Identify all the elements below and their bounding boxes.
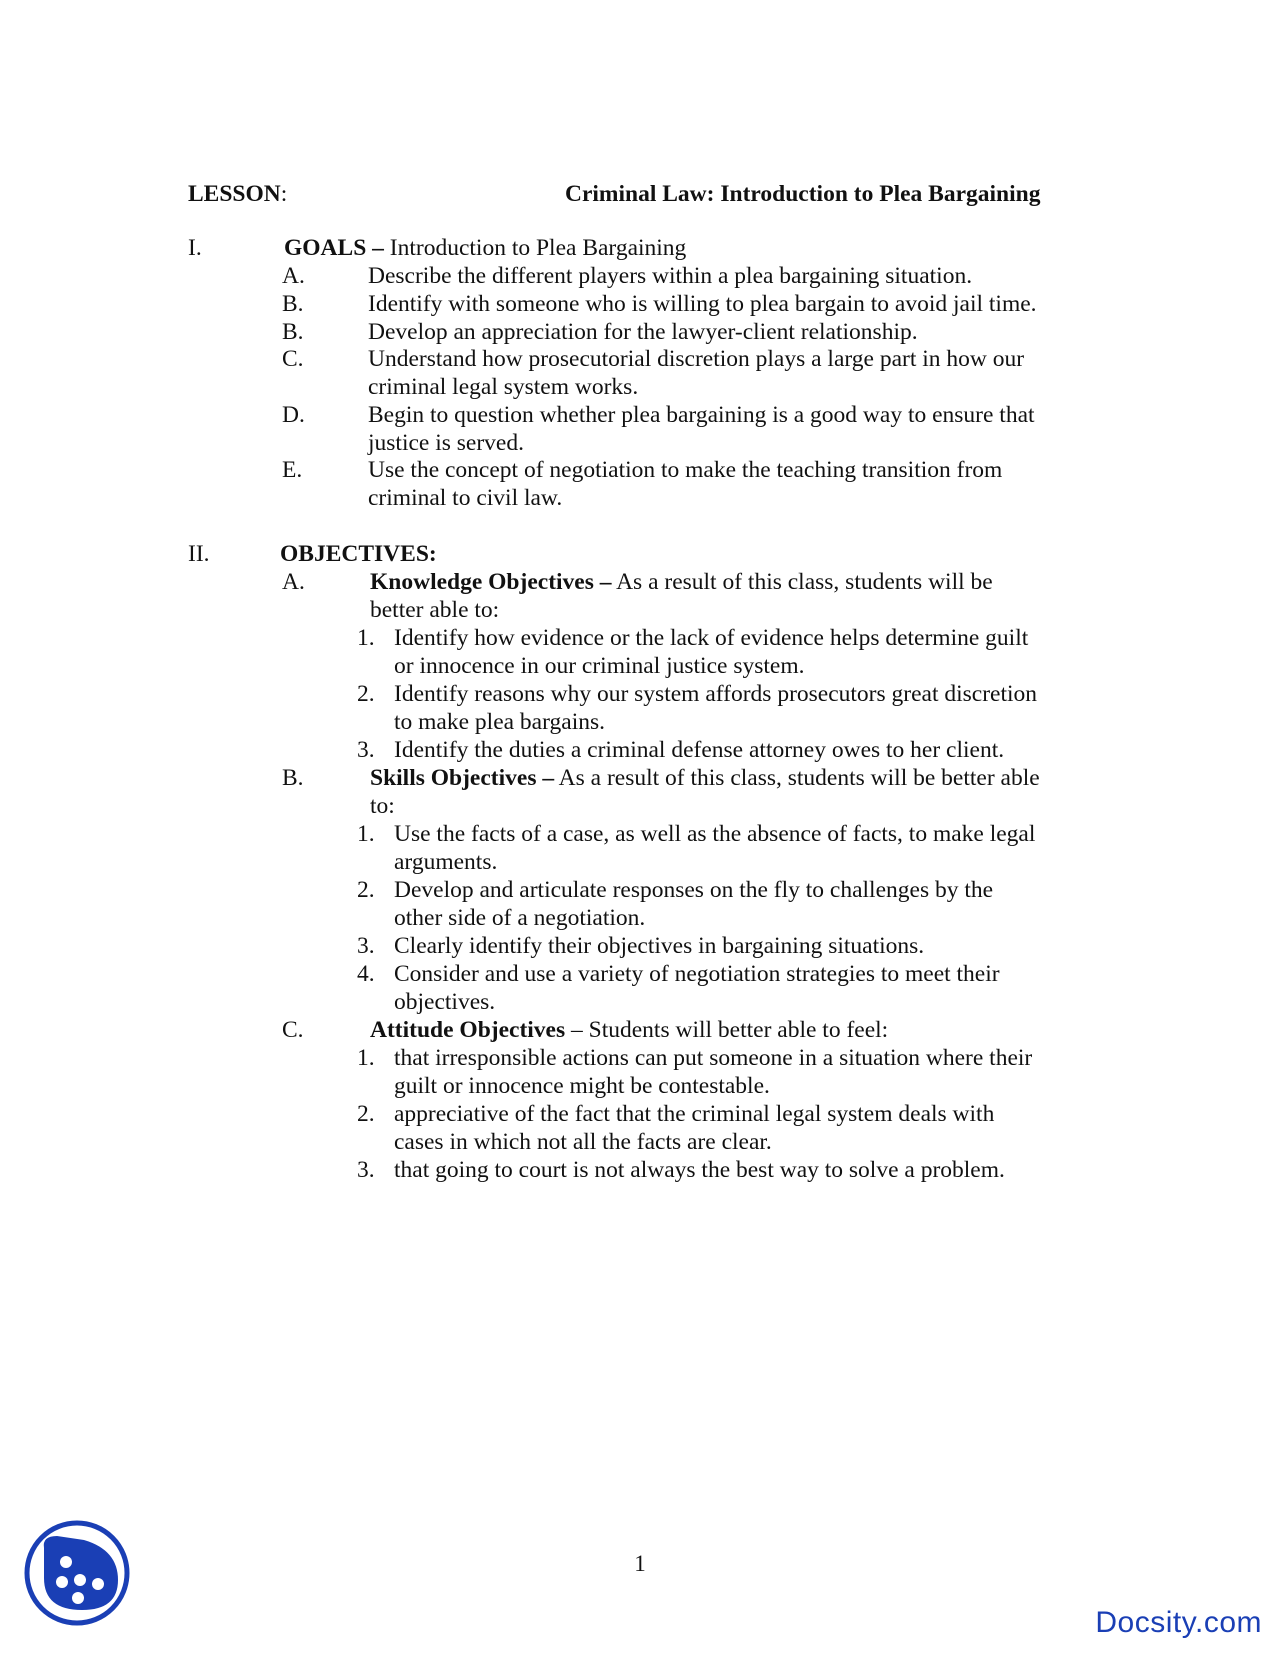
goals-item-text: criminal legal system works.: [368, 374, 639, 400]
objectives-heading: OBJECTIVES:: [280, 541, 437, 567]
list-item: to make plea bargains.: [394, 709, 605, 735]
list-number: 2.: [357, 877, 375, 903]
section-numeral-goals: I.: [188, 235, 202, 261]
goals-item-text: Understand how prosecutorial discretion plays a large part in how our: [368, 346, 1025, 372]
goals-item-letter: B.: [282, 291, 304, 317]
goals-item-text: Develop an appreciation for the lawyer-client relationship.: [368, 319, 918, 345]
list-item: arguments.: [394, 849, 498, 875]
goals-item-text: criminal to civil law.: [368, 485, 563, 511]
goals-item-text: Describe the different players within a plea bargaining situation.: [368, 263, 973, 289]
list-item: Use the facts of a case, as well as the absence of facts, to make legal: [394, 821, 1036, 847]
section-numeral-objectives: II.: [188, 541, 210, 567]
goals-item-text: Begin to question whether plea bargaining is a good way to ensure that: [368, 402, 1035, 428]
goals-item-text: Identify with someone who is willing to plea bargain to avoid jail time.: [368, 291, 1037, 317]
goals-item-letter: B.: [282, 319, 304, 345]
page-number: 1: [634, 1551, 646, 1576]
goals-item-text: Use the concept of negotiation to make the teaching transition from: [368, 457, 1003, 483]
list-item: Identify the duties a criminal defense attorney owes to her client.: [394, 737, 1005, 763]
list-number: 2.: [357, 681, 375, 707]
goals-item-letter: D.: [282, 402, 305, 428]
goals-item-letter: C.: [282, 346, 304, 372]
list-item: guilt or innocence might be contestable.: [394, 1073, 770, 1099]
list-number: 1.: [357, 821, 375, 847]
attitude-letter: C.: [282, 1017, 304, 1043]
list-item: cases in which not all the facts are clear.: [394, 1129, 772, 1155]
list-number: 3.: [357, 933, 375, 959]
attitude-heading: Attitude Objectives – Students will better able to feel:: [370, 1017, 889, 1043]
docsity-brand-link[interactable]: Docsity.com: [1095, 1606, 1262, 1639]
list-item: or innocence in our criminal justice system.: [394, 653, 805, 679]
list-item: Identify reasons why our system affords prosecutors great discretion: [394, 681, 1038, 707]
goals-item-letter: A.: [282, 263, 305, 289]
list-number: 3.: [357, 1157, 375, 1183]
docsity-logo-icon[interactable]: [22, 1518, 132, 1628]
goals-heading: GOALS – Introduction to Plea Bargaining: [284, 235, 687, 261]
list-item: Clearly identify their objectives in bargaining situations.: [394, 933, 925, 959]
goals-item-text: justice is served.: [368, 430, 524, 456]
skills-intro: to:: [370, 793, 395, 819]
knowledge-intro: better able to:: [370, 597, 500, 623]
list-number: 4.: [357, 961, 375, 987]
list-item: Develop and articulate responses on the fly to challenges by the: [394, 877, 994, 903]
list-item: other side of a negotiation.: [394, 905, 646, 931]
lesson-title: Criminal Law: Introduction to Plea Bargaining: [565, 181, 1041, 207]
list-item: that irresponsible actions can put someone in a situation where their: [394, 1045, 1033, 1071]
list-number: 1.: [357, 1045, 375, 1071]
list-item: that going to court is not always the best way to solve a problem.: [394, 1157, 1005, 1183]
skills-heading: Skills Objectives – As a result of this class, students will be better able: [370, 765, 1040, 791]
list-item: objectives.: [394, 989, 496, 1015]
list-item: appreciative of the fact that the criminal legal system deals with: [394, 1101, 995, 1127]
knowledge-heading: Knowledge Objectives – As a result of this class, students will be: [370, 569, 993, 595]
list-number: 3.: [357, 737, 375, 763]
lesson-label: LESSON:: [188, 181, 288, 207]
list-number: 1.: [357, 625, 375, 651]
list-number: 2.: [357, 1101, 375, 1127]
list-item: Identify how evidence or the lack of evidence helps determine guilt: [394, 625, 1029, 651]
knowledge-letter: A.: [282, 569, 305, 595]
list-item: Consider and use a variety of negotiation strategies to meet their: [394, 961, 1000, 987]
skills-letter: B.: [282, 765, 304, 791]
goals-item-letter: E.: [282, 457, 303, 483]
